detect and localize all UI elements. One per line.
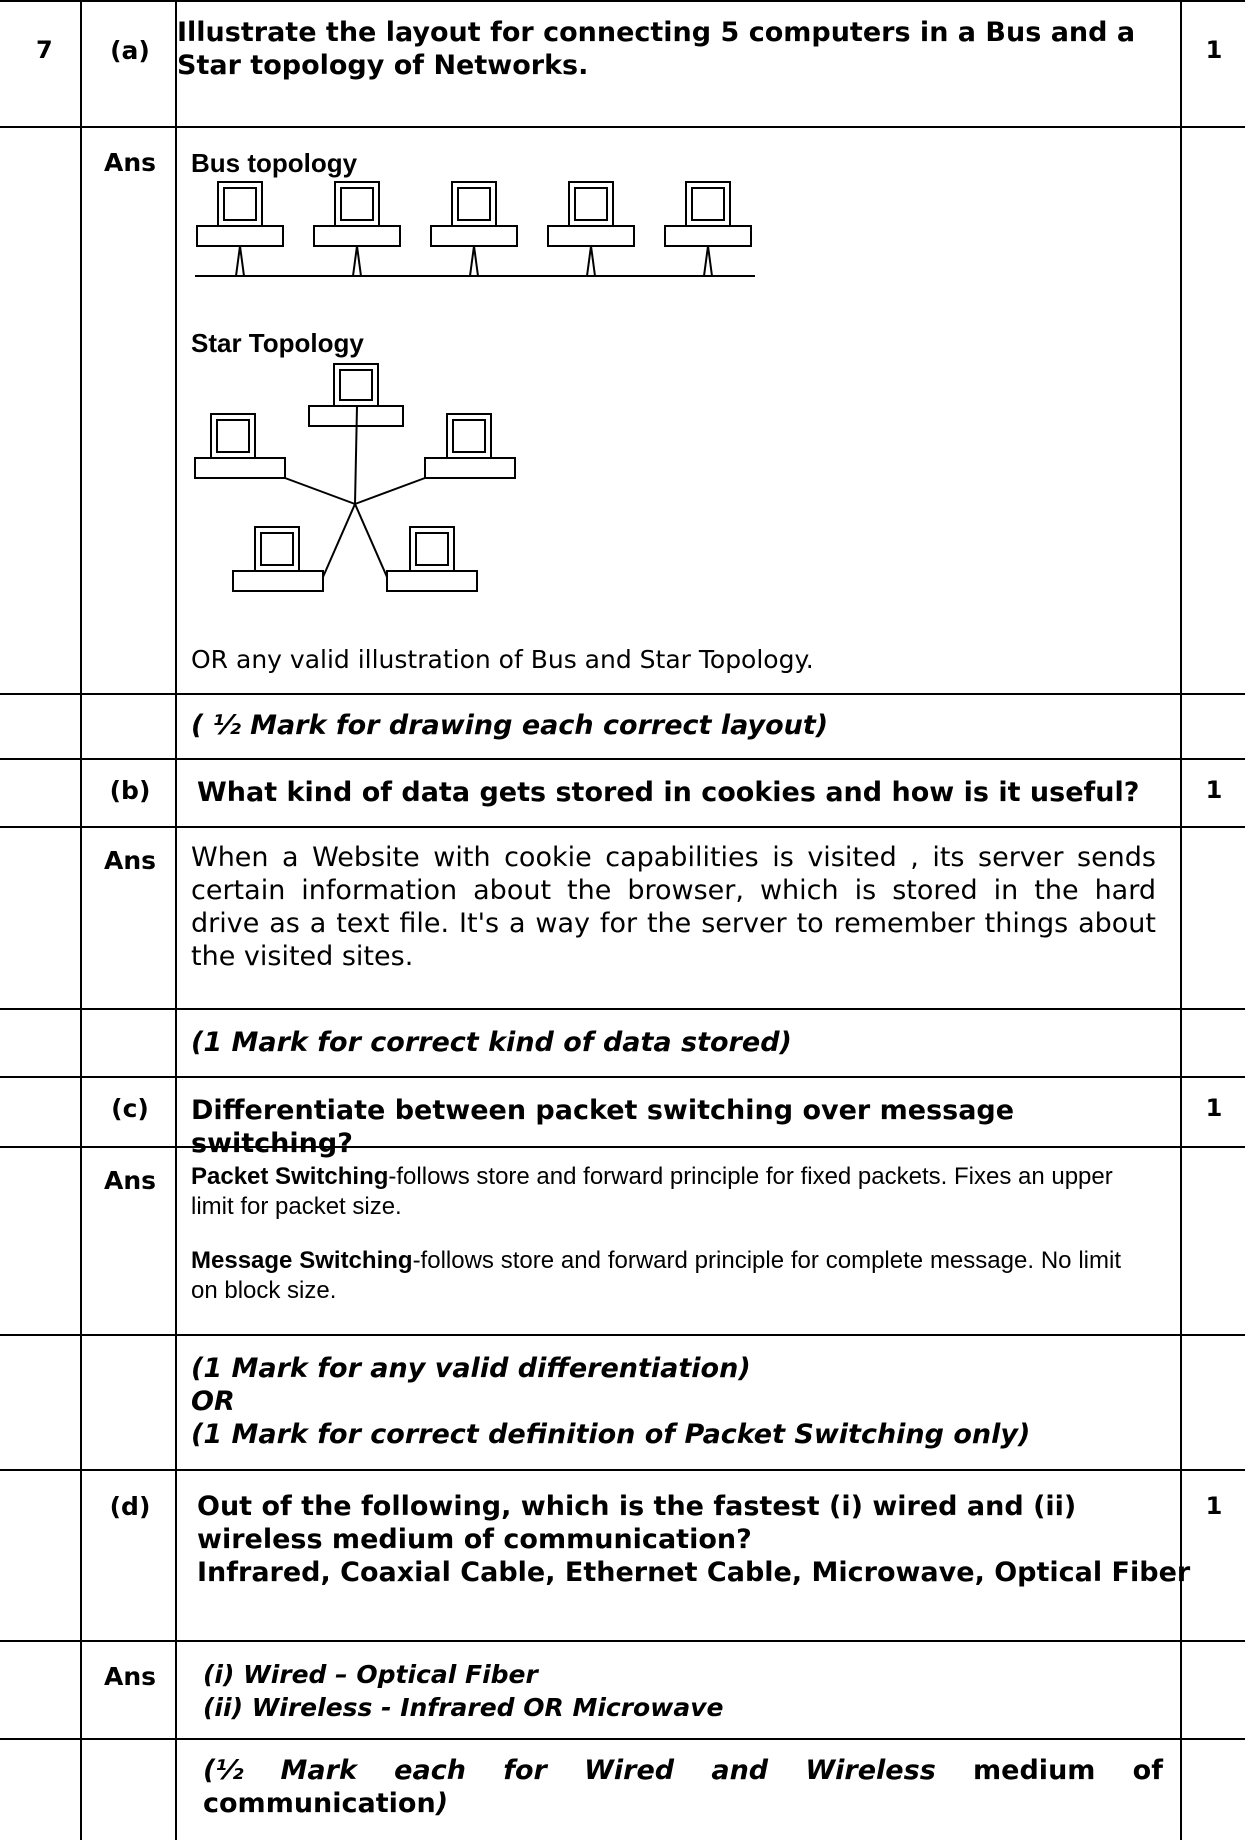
message-switching-definition bbox=[191, 1246, 1121, 1306]
packet-switching-definition bbox=[191, 1162, 1151, 1222]
part-label-b: (b) bbox=[109, 776, 151, 805]
star-topology-diagram bbox=[185, 362, 525, 602]
rule bbox=[0, 693, 1245, 695]
marking-guide-a: ( ½ Mark for drawing each correct layout) bbox=[191, 710, 829, 741]
marking-guide-d-italic: (½ Mark each for Wired and Wireless bbox=[203, 1755, 936, 1786]
rule bbox=[0, 758, 1245, 760]
part-label-a: (a) bbox=[110, 36, 150, 65]
marks-d: 1 bbox=[1205, 1492, 1223, 1520]
marking-guide-c bbox=[191, 1352, 1030, 1451]
message-switching-term: Message Switching bbox=[191, 1247, 413, 1274]
part-label-c: (c) bbox=[111, 1094, 149, 1123]
marks-c: 1 bbox=[1205, 1094, 1223, 1122]
rule bbox=[0, 1008, 1245, 1010]
computer-icon bbox=[233, 527, 323, 591]
ans-label-d: Ans bbox=[103, 1662, 157, 1691]
marking-guide-d-bold: medium of communication bbox=[203, 1755, 1163, 1819]
star-topology-heading: Star Topology bbox=[191, 328, 364, 358]
marking-guide-b: (1 Mark for correct kind of data stored) bbox=[191, 1027, 792, 1058]
marking-guide-c-line1: (1 Mark for any valid differentiation) bbox=[191, 1353, 751, 1384]
ans-label-a: Ans bbox=[103, 148, 157, 177]
computer-icon bbox=[548, 182, 634, 276]
alternative-answer-note: OR any valid illustration of Bus and Star Topology. bbox=[191, 645, 814, 674]
bus-topology-heading: Bus topology bbox=[191, 148, 358, 178]
question-b-text: What kind of data gets stored in cookies and how is it useful? bbox=[197, 777, 1140, 808]
computer-icon bbox=[425, 414, 515, 478]
answer-b-text: When a Website with cookie capabilities is visited , its server sends certain information about the browser, which is stored in the hard drive as a text file. It's a way for the server to remember things about the visited sites. bbox=[191, 842, 1156, 972]
question-c-text: Differentiate between packet switching over message switching? bbox=[191, 1095, 1015, 1159]
computer-icon bbox=[197, 182, 283, 276]
rule bbox=[0, 826, 1245, 828]
rule bbox=[0, 1469, 1245, 1471]
computer-icon bbox=[387, 527, 477, 591]
question-d-text bbox=[197, 1490, 1191, 1589]
rule bbox=[0, 1640, 1245, 1642]
message-switching-text: -follows store and forward principle for complete message. No limit on block size. bbox=[191, 1247, 1121, 1304]
rule bbox=[0, 1076, 1245, 1078]
rule bbox=[0, 126, 1245, 128]
ans-label-b: Ans bbox=[103, 846, 157, 875]
question-d-line2: wireless medium of communication? bbox=[197, 1524, 752, 1555]
rule bbox=[80, 0, 82, 1840]
question-a-text: Illustrate the layout for connecting 5 computers in a Bus and a Star topology of Networks. bbox=[177, 17, 1136, 81]
marking-guide-d-close: ) bbox=[435, 1788, 449, 1819]
computer-icon bbox=[314, 182, 400, 276]
marking-guide-c-or: OR bbox=[191, 1386, 235, 1417]
marks-a: 1 bbox=[1205, 36, 1223, 64]
rule bbox=[0, 1738, 1245, 1740]
marking-guide-d bbox=[203, 1754, 1163, 1820]
computer-icon bbox=[431, 182, 517, 276]
answer-d-line2: (ii) Wireless - Infrared OR Microwave bbox=[203, 1693, 724, 1722]
computer-icon bbox=[665, 182, 751, 276]
rule bbox=[0, 0, 1245, 2]
question-d-line3: Infrared, Coaxial Cable, Ethernet Cable, Microwave, Optical Fiber bbox=[197, 1557, 1191, 1588]
question-number: 7 bbox=[36, 36, 53, 64]
marks-b: 1 bbox=[1205, 776, 1223, 804]
answer-d-text bbox=[203, 1658, 723, 1724]
part-label-d: (d) bbox=[109, 1492, 151, 1521]
ans-label-c: Ans bbox=[103, 1166, 157, 1195]
rule bbox=[0, 1334, 1245, 1336]
packet-switching-text: -follows store and forward principle for fixed packets. Fixes an upper limit for packet size. bbox=[191, 1163, 1113, 1220]
packet-switching-term: Packet Switching bbox=[191, 1163, 389, 1190]
question-d-line1: Out of the following, which is the fastest (i) wired and (ii) bbox=[197, 1491, 1077, 1522]
computer-icon bbox=[195, 414, 285, 478]
marking-guide-c-line2: (1 Mark for correct definition of Packet Switching only) bbox=[191, 1419, 1031, 1450]
rule bbox=[175, 0, 177, 1840]
bus-topology-diagram bbox=[185, 180, 765, 290]
answer-d-line1: (i) Wired – Optical Fiber bbox=[203, 1660, 538, 1689]
